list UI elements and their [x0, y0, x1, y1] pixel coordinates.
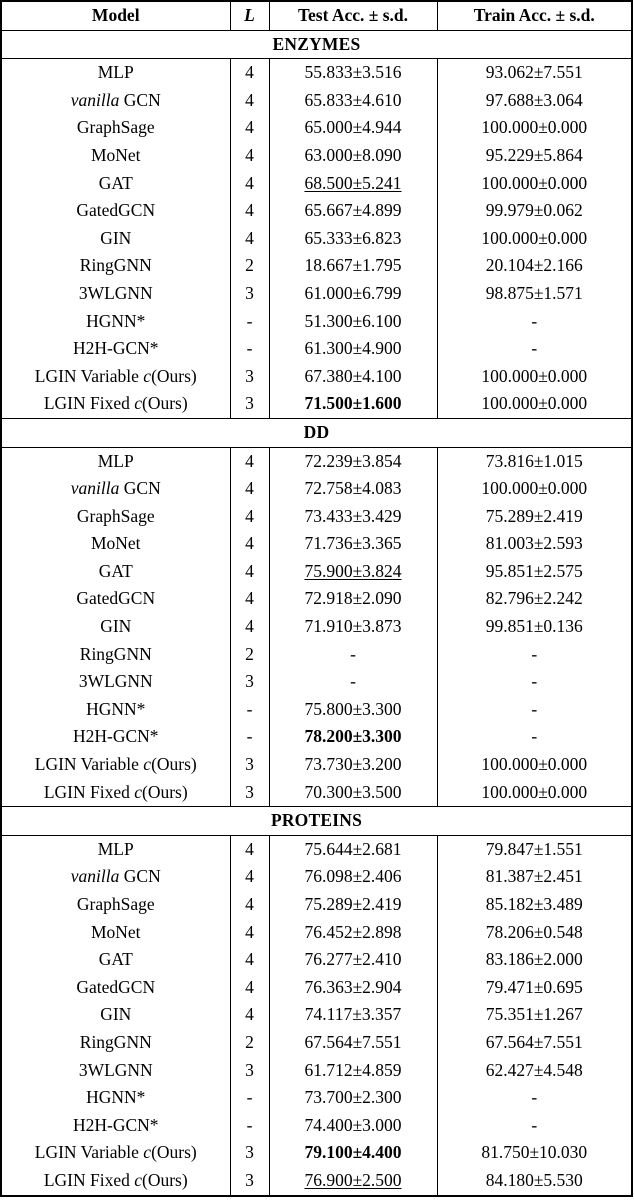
table-row: [1, 114, 632, 142]
table-row: [1, 530, 632, 558]
model-name: vanilla GCN: [70, 866, 161, 887]
train-acc-value: 100.000±0.000: [437, 779, 632, 807]
table-row: [1, 891, 632, 919]
layers-value: 3: [230, 1167, 269, 1196]
model-name: GatedGCN: [76, 976, 156, 997]
train-acc-value: 67.564±7.551: [437, 1029, 632, 1057]
train-acc-value: 95.229±5.864: [437, 142, 632, 170]
table-row: [1, 390, 632, 418]
model-name: MLP: [97, 450, 134, 471]
train-acc-value: 100.000±0.000: [437, 114, 632, 142]
column-header-layers: L: [230, 1, 269, 30]
model-name: H2H-GCN*: [72, 1114, 159, 1135]
train-acc-value: 84.180±5.530: [437, 1167, 632, 1196]
train-acc-value: 82.796±2.242: [437, 585, 632, 613]
section-row: [1, 30, 632, 59]
model-name: MLP: [97, 62, 134, 83]
layers-value: 4: [230, 87, 269, 115]
model-name: MoNet: [90, 533, 141, 554]
section-row: [1, 807, 632, 836]
train-acc-value: 100.000±0.000: [437, 170, 632, 198]
table-row: [1, 142, 632, 170]
table-row: [1, 280, 632, 308]
test-acc-value: 74.117±3.357: [269, 1001, 437, 1029]
table-row: [1, 1057, 632, 1085]
table-row: [1, 252, 632, 280]
model-name: LGIN Fixed c(Ours): [43, 393, 188, 414]
layers-value: 4: [230, 114, 269, 142]
train-acc-value: 75.351±1.267: [437, 1001, 632, 1029]
test-acc-value: 63.000±8.090: [269, 142, 437, 170]
table-row: [1, 558, 632, 586]
train-acc-value: 100.000±0.000: [437, 225, 632, 253]
layers-value: 4: [230, 59, 269, 87]
test-acc-value: 61.000±6.799: [269, 280, 437, 308]
train-acc-value: -: [437, 668, 632, 696]
model-name: LGIN Fixed c(Ours): [43, 781, 188, 802]
layers-value: 4: [230, 558, 269, 586]
layers-value: 3: [230, 280, 269, 308]
train-acc-value: -: [437, 1084, 632, 1112]
test-acc-value: 73.433±3.429: [269, 503, 437, 531]
column-header-train-acc: Train Acc. ± s.d.: [437, 1, 632, 30]
train-acc-value: 81.750±10.030: [437, 1139, 632, 1167]
train-acc-value: -: [437, 1112, 632, 1140]
model-name: GIN: [100, 1004, 132, 1025]
train-acc-value: 93.062±7.551: [437, 59, 632, 87]
layers-value: 4: [230, 447, 269, 475]
train-acc-value: 100.000±0.000: [437, 363, 632, 391]
layers-value: 4: [230, 585, 269, 613]
layers-value: -: [230, 1084, 269, 1112]
layers-value: 4: [230, 170, 269, 198]
layers-value: -: [230, 696, 269, 724]
test-acc-value: 72.239±3.854: [269, 447, 437, 475]
model-name: RingGNN: [79, 1031, 152, 1052]
train-acc-value: 100.000±0.000: [437, 475, 632, 503]
train-acc-value: 81.003±2.593: [437, 530, 632, 558]
train-acc-value: -: [437, 308, 632, 336]
test-acc-value: 67.380±4.100: [269, 363, 437, 391]
test-acc-value: 76.900±2.500: [269, 1167, 437, 1196]
table-row: [1, 668, 632, 696]
layers-value: 4: [230, 503, 269, 531]
layers-value: 4: [230, 613, 269, 641]
train-acc-value: 62.427±4.548: [437, 1057, 632, 1085]
section-title: DD: [1, 418, 632, 447]
model-name: 3WLGNN: [78, 671, 153, 692]
test-acc-value: 74.400±3.000: [269, 1112, 437, 1140]
test-acc-value: 72.918±2.090: [269, 585, 437, 613]
train-acc-value: 75.289±2.419: [437, 503, 632, 531]
test-acc-value: 76.098±2.406: [269, 863, 437, 891]
train-acc-value: 83.186±2.000: [437, 946, 632, 974]
test-acc-value: 79.100±4.400: [269, 1139, 437, 1167]
test-acc-value: 18.667±1.795: [269, 252, 437, 280]
train-acc-value: -: [437, 723, 632, 751]
layers-value: -: [230, 308, 269, 336]
train-acc-value: 97.688±3.064: [437, 87, 632, 115]
test-acc-value: 71.736±3.365: [269, 530, 437, 558]
train-acc-value: 79.847±1.551: [437, 835, 632, 863]
layers-value: 4: [230, 1001, 269, 1029]
train-acc-value: 95.851±2.575: [437, 558, 632, 586]
table-row: [1, 835, 632, 863]
layers-value: 4: [230, 835, 269, 863]
test-acc-value: 75.800±3.300: [269, 696, 437, 724]
test-acc-value: 70.300±3.500: [269, 779, 437, 807]
table-row: [1, 170, 632, 198]
layers-value: 3: [230, 668, 269, 696]
layers-value: 2: [230, 1029, 269, 1057]
test-acc-value: 71.500±1.600: [269, 390, 437, 418]
table-row: [1, 613, 632, 641]
model-name: 3WLGNN: [78, 282, 153, 303]
layers-value: 3: [230, 363, 269, 391]
train-acc-value: 78.206±0.548: [437, 919, 632, 947]
column-header-model: Model: [1, 1, 230, 30]
table-row: [1, 197, 632, 225]
layers-value: 3: [230, 1057, 269, 1085]
model-name: HGNN*: [86, 1087, 146, 1108]
test-acc-value: 61.712±4.859: [269, 1057, 437, 1085]
test-acc-value: 76.452±2.898: [269, 919, 437, 947]
test-acc-value: 61.300±4.900: [269, 335, 437, 363]
table-row: [1, 723, 632, 751]
layers-value: 4: [230, 530, 269, 558]
layers-value: 4: [230, 142, 269, 170]
test-acc-value: 67.564±7.551: [269, 1029, 437, 1057]
test-acc-value: -: [269, 641, 437, 669]
test-acc-value: 73.730±3.200: [269, 751, 437, 779]
train-acc-value: -: [437, 696, 632, 724]
layers-value: 4: [230, 475, 269, 503]
model-name: GIN: [100, 227, 132, 248]
table-row: [1, 1001, 632, 1029]
layers-value: 2: [230, 252, 269, 280]
model-name: vanilla GCN: [70, 89, 161, 110]
model-name: LGIN Variable c(Ours): [34, 365, 197, 386]
table-row: [1, 475, 632, 503]
test-acc-value: 65.000±4.944: [269, 114, 437, 142]
model-name: GraphSage: [76, 894, 155, 914]
table-row: [1, 363, 632, 391]
layers-value: 4: [230, 974, 269, 1002]
table-row: [1, 779, 632, 807]
train-acc-value: -: [437, 335, 632, 363]
table-row: [1, 335, 632, 363]
table-row: [1, 1167, 632, 1196]
table-row: [1, 863, 632, 891]
train-acc-value: 20.104±2.166: [437, 252, 632, 280]
model-name: RingGNN: [79, 255, 152, 276]
layers-value: 3: [230, 1139, 269, 1167]
test-acc-value: 72.758±4.083: [269, 475, 437, 503]
test-acc-value: 75.900±3.824: [269, 558, 437, 586]
table-row: [1, 1029, 632, 1057]
test-acc-value: 75.644±2.681: [269, 835, 437, 863]
model-name: GraphSage: [76, 117, 155, 138]
test-acc-value: 68.500±5.241: [269, 170, 437, 198]
test-acc-value: 71.910±3.873: [269, 613, 437, 641]
table-row: [1, 503, 632, 531]
model-name: LGIN Fixed c(Ours): [43, 1169, 188, 1190]
model-name: GAT: [98, 172, 133, 193]
model-name: GIN: [100, 616, 132, 637]
test-acc-value: 51.300±6.100: [269, 308, 437, 336]
table-row: [1, 641, 632, 669]
test-acc-value: 76.277±2.410: [269, 946, 437, 974]
table-row: [1, 308, 632, 336]
layers-value: 3: [230, 779, 269, 807]
train-acc-value: 98.875±1.571: [437, 280, 632, 308]
train-acc-value: 100.000±0.000: [437, 390, 632, 418]
table-row: [1, 946, 632, 974]
table-row: [1, 225, 632, 253]
layers-value: 3: [230, 390, 269, 418]
model-name: H2H-GCN*: [72, 338, 159, 359]
table-row: [1, 1084, 632, 1112]
model-name: RingGNN: [79, 643, 152, 664]
model-name: HGNN*: [86, 698, 146, 719]
model-name: HGNN*: [86, 310, 146, 331]
layers-value: -: [230, 335, 269, 363]
table-body: [1, 30, 632, 1195]
header-row: [1, 1, 632, 30]
layers-value: 4: [230, 919, 269, 947]
test-acc-value: 76.363±2.904: [269, 974, 437, 1002]
layers-value: 4: [230, 946, 269, 974]
table-row: [1, 919, 632, 947]
table-row: [1, 974, 632, 1002]
table-row: [1, 87, 632, 115]
model-name: GAT: [98, 949, 133, 970]
model-name: LGIN Variable c(Ours): [34, 1142, 197, 1163]
column-header-test-acc: Test Acc. ± s.d.: [269, 1, 437, 30]
model-name: LGIN Variable c(Ours): [34, 754, 197, 775]
model-name: GatedGCN: [76, 588, 156, 609]
table-row: [1, 696, 632, 724]
table-row: [1, 1112, 632, 1140]
layers-value: 4: [230, 891, 269, 919]
model-name: MoNet: [90, 921, 141, 942]
model-name: H2H-GCN*: [72, 726, 159, 747]
model-name: 3WLGNN: [78, 1059, 153, 1080]
train-acc-value: -: [437, 641, 632, 669]
test-acc-value: 55.833±3.516: [269, 59, 437, 87]
section-row: [1, 418, 632, 447]
model-name: MLP: [97, 838, 134, 859]
layers-value: 3: [230, 751, 269, 779]
train-acc-value: 99.851±0.136: [437, 613, 632, 641]
train-acc-value: 81.387±2.451: [437, 863, 632, 891]
train-acc-value: 100.000±0.000: [437, 751, 632, 779]
test-acc-value: 65.667±4.899: [269, 197, 437, 225]
model-name: MoNet: [90, 144, 141, 165]
layers-value: 4: [230, 197, 269, 225]
table-row: [1, 447, 632, 475]
table-header: [1, 1, 632, 30]
table-row: [1, 585, 632, 613]
model-name: GraphSage: [76, 505, 155, 526]
train-acc-value: 99.979±0.062: [437, 197, 632, 225]
layers-value: 4: [230, 225, 269, 253]
layers-value: 2: [230, 641, 269, 669]
train-acc-value: 85.182±3.489: [437, 891, 632, 919]
model-name: GatedGCN: [76, 200, 156, 221]
layers-value: -: [230, 723, 269, 751]
layers-value: 4: [230, 863, 269, 891]
model-name: vanilla GCN: [70, 478, 161, 499]
test-acc-value: 65.333±6.823: [269, 225, 437, 253]
section-title: PROTEINS: [1, 807, 632, 836]
table-row: [1, 59, 632, 87]
test-acc-value: 65.833±4.610: [269, 87, 437, 115]
model-name: GAT: [98, 560, 133, 581]
section-title: ENZYMES: [1, 30, 632, 59]
train-acc-value: 73.816±1.015: [437, 447, 632, 475]
test-acc-value: 73.700±2.300: [269, 1084, 437, 1112]
table-row: [1, 1139, 632, 1167]
test-acc-value: -: [269, 668, 437, 696]
train-acc-value: 79.471±0.695: [437, 974, 632, 1002]
test-acc-value: 78.200±3.300: [269, 723, 437, 751]
table-row: [1, 751, 632, 779]
test-acc-value: 75.289±2.419: [269, 891, 437, 919]
layers-value: -: [230, 1112, 269, 1140]
